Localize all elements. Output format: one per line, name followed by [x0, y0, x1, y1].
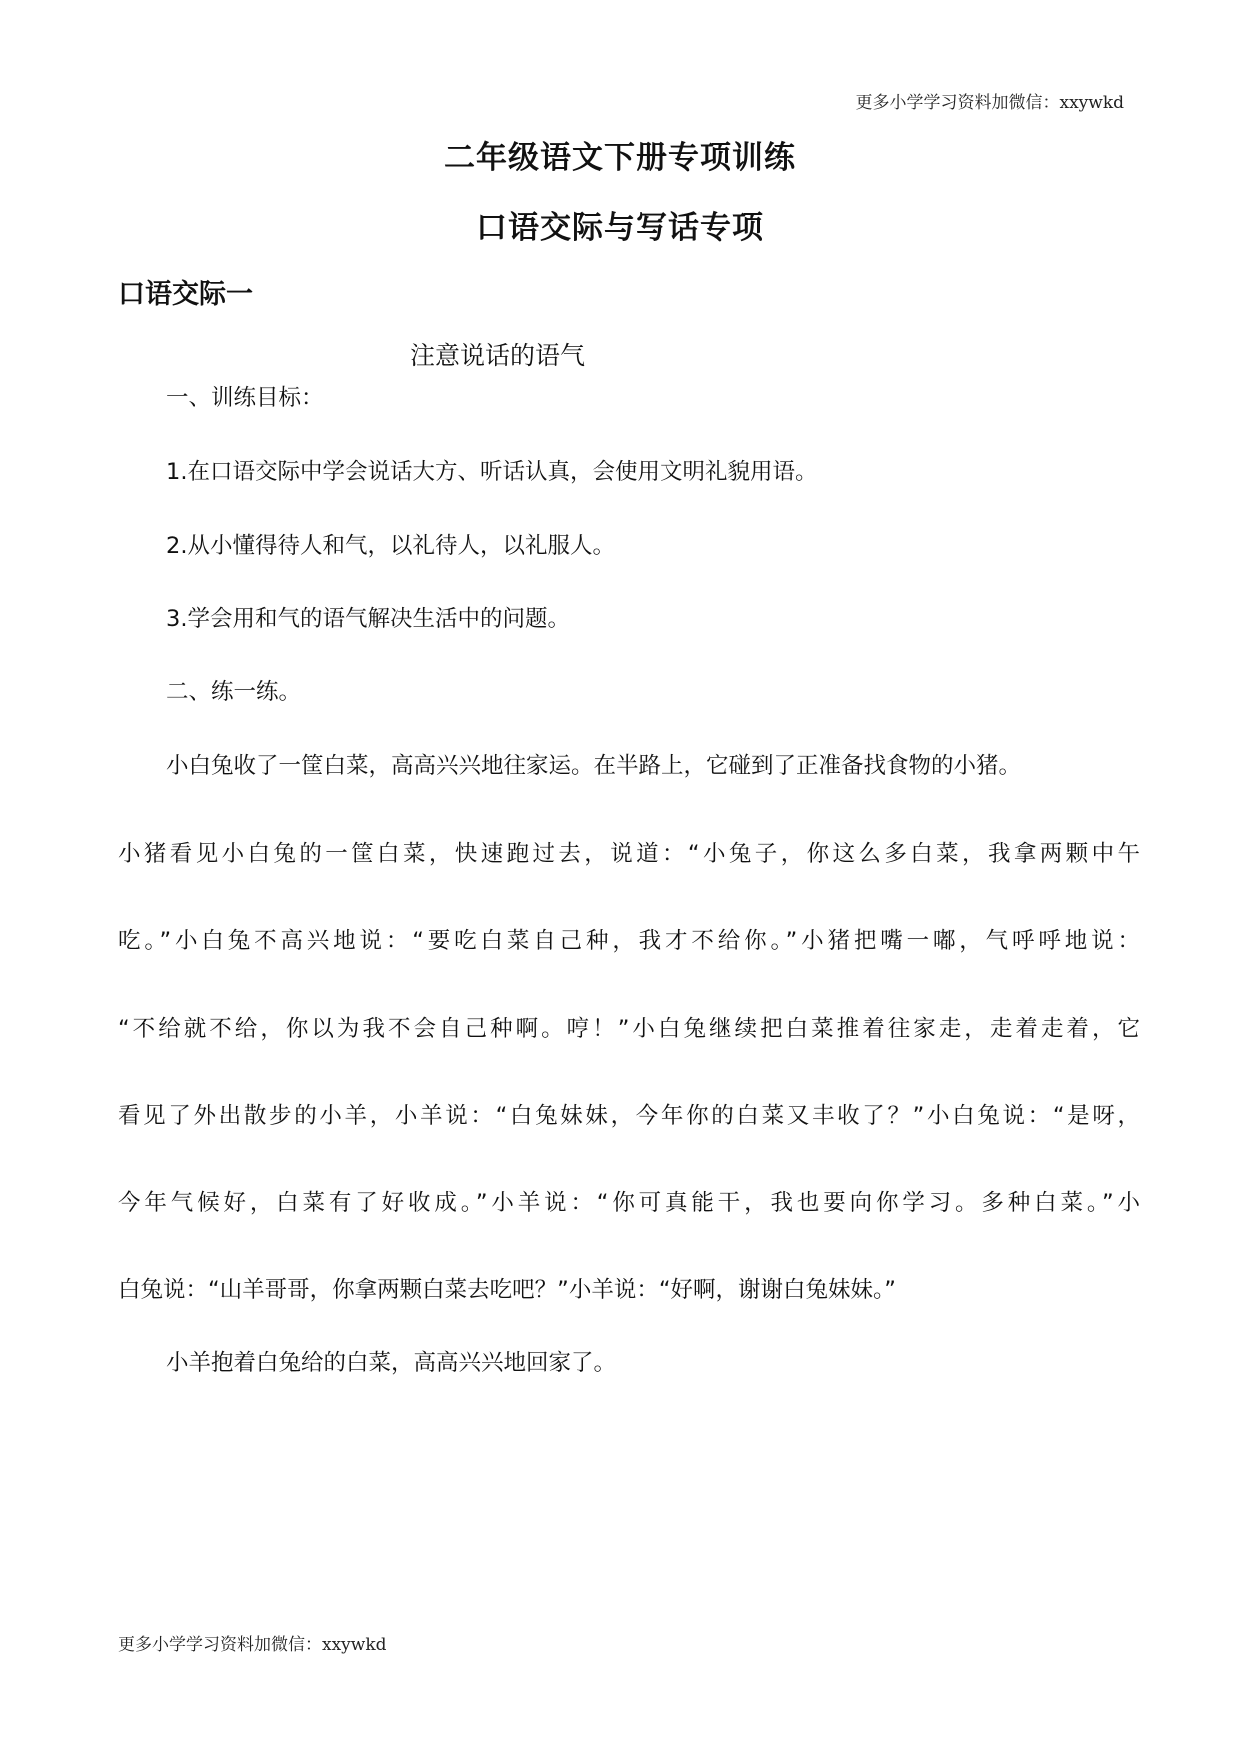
- goals-heading: 一、训练目标：: [166, 385, 324, 411]
- story-line: 吃。”小白兔不高兴地说：“要吃白菜自己种，我才不给你。”小猪把嘴一嘟，气呼呼地说：: [118, 928, 1140, 954]
- goal-item: 2.从小懂得待人和气，以礼待人，以礼服人。: [166, 533, 615, 559]
- header-note: 更多小学学习资料加微信：xxywkd: [855, 93, 1124, 113]
- practice-heading: 二、练一练。: [166, 679, 302, 705]
- story-line: 小白兔收了一筐白菜，高高兴兴地往家运。在半路上，它碰到了正准备找食物的小猪。: [166, 753, 1022, 779]
- story-line: 今年气候好，白菜有了好收成。”小羊说：“你可真能干，我也要向你学习。多种白菜。”小: [118, 1190, 1140, 1216]
- topic-title: 注意说话的语气: [410, 341, 586, 370]
- story-line: “不给就不给，你以为我不会自己种啊。哼！”小白兔继续把白菜推着往家走，走着走着，它: [118, 1016, 1140, 1042]
- story-line: 看见了外出散步的小羊，小羊说：“白兔妹妹，今年你的白菜又丰收了？”小白兔说：“是呀，: [118, 1103, 1140, 1129]
- goal-item: 1.在口语交际中学会说话大方、听话认真，会使用文明礼貌用语。: [166, 459, 818, 485]
- footer-note: 更多小学学习资料加微信：xxywkd: [118, 1635, 387, 1655]
- story-line: 白兔说：“山羊哥哥，你拿两颗白菜去吃吧？”小羊说：“好啊，谢谢白兔妹妹。”: [118, 1277, 896, 1303]
- document-title: 二年级语文下册专项训练: [444, 140, 796, 176]
- story-line: 小猪看见小白兔的一筐白菜，快速跑过去，说道：“小兔子，你这么多白菜，我拿两颗中午: [118, 841, 1140, 867]
- goal-item: 3.学会用和气的语气解决生活中的问题。: [166, 606, 570, 632]
- closing-line: 小羊抱着白兔给的白菜，高高兴兴地回家了。: [166, 1350, 617, 1376]
- document-subtitle: 口语交际与写话专项: [476, 210, 764, 246]
- section-heading: 口语交际一: [118, 279, 253, 310]
